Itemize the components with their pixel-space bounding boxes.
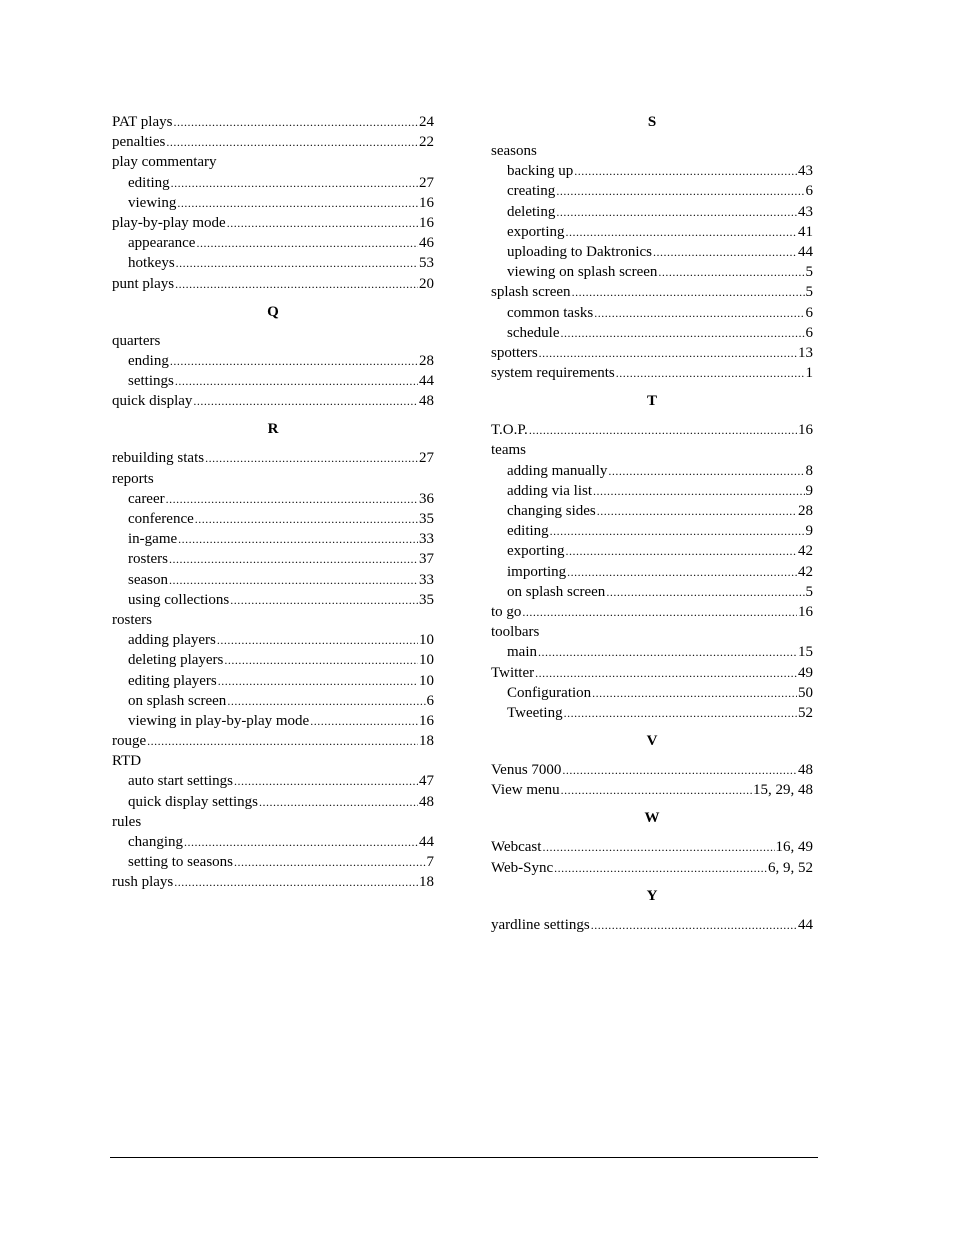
dot-leader xyxy=(217,630,418,650)
index-section-letter: V xyxy=(646,733,658,750)
index-page-numbers: 13 xyxy=(798,344,813,361)
index-entry xyxy=(491,858,813,878)
dot-leader xyxy=(176,253,418,273)
dot-leader xyxy=(608,461,804,481)
index-subentry xyxy=(112,193,434,213)
index-page-numbers: 6 xyxy=(805,324,813,341)
dot-leader xyxy=(616,363,805,383)
index-right-column xyxy=(491,112,813,935)
index-term: rush plays xyxy=(112,874,174,891)
dot-leader xyxy=(227,691,425,711)
index-page-numbers: 53 xyxy=(419,255,434,272)
dot-leader xyxy=(224,650,418,670)
dot-leader xyxy=(259,792,418,812)
index-entry xyxy=(112,448,434,468)
index-section-letter: S xyxy=(647,114,657,130)
index-subentry xyxy=(112,832,434,852)
index-term: system requirements xyxy=(491,365,615,382)
dot-leader xyxy=(169,549,418,569)
index-term: on splash screen xyxy=(507,583,606,600)
index-term: exporting xyxy=(507,223,565,240)
index-subentry xyxy=(112,570,434,590)
index-subentry xyxy=(112,351,434,371)
dot-leader xyxy=(195,509,418,529)
index-page-numbers: 44 xyxy=(798,916,813,933)
index-entry xyxy=(491,663,813,683)
index-section-letter: Q xyxy=(267,303,279,320)
index-page-numbers: 10 xyxy=(419,672,434,689)
index-page-numbers: 42 xyxy=(798,543,813,560)
index-term: importing xyxy=(507,563,567,580)
index-term: deleting xyxy=(507,203,556,220)
index-subentry xyxy=(491,222,813,242)
index-page-numbers: 36 xyxy=(419,490,434,507)
dot-leader xyxy=(554,858,767,878)
index-term: rosters xyxy=(128,551,168,568)
index-page-numbers: 18 xyxy=(419,874,434,891)
index-page-numbers: 9 xyxy=(805,523,813,540)
index-subentry xyxy=(112,630,434,650)
index-page-numbers: 6, 9, 52 xyxy=(768,859,813,876)
index-page-numbers: 27 xyxy=(419,450,434,467)
index-page-numbers: 16 xyxy=(419,194,434,211)
index-entry xyxy=(491,440,813,460)
index-subentry xyxy=(491,582,813,602)
index-page-numbers: 33 xyxy=(419,571,434,588)
index-subentry xyxy=(491,642,813,662)
dot-leader xyxy=(574,161,797,181)
index-term: T.O.P. xyxy=(491,422,528,439)
index-page-numbers: 48 xyxy=(419,393,434,410)
index-page-numbers: 27 xyxy=(419,174,434,191)
index-term: play-by-play mode xyxy=(112,214,226,231)
index-subentry xyxy=(491,562,813,582)
dot-leader xyxy=(174,872,418,892)
index-term: adding manually xyxy=(507,462,608,479)
index-page-numbers: 49 xyxy=(798,664,813,681)
index-subentry xyxy=(112,590,434,610)
index-term: adding players xyxy=(128,632,216,649)
index-entry xyxy=(491,837,813,857)
dot-leader xyxy=(177,193,418,213)
dot-leader xyxy=(606,582,804,602)
index-page-numbers: 52 xyxy=(798,704,813,721)
dot-leader xyxy=(147,731,418,751)
index-term: uploading to Daktronics xyxy=(507,243,652,260)
dot-leader xyxy=(230,590,418,610)
index-subentry xyxy=(112,792,434,812)
index-page-numbers: 28 xyxy=(419,352,434,369)
index-page-numbers: 10 xyxy=(419,632,434,649)
index-page-numbers: 9 xyxy=(805,482,813,499)
index-entry xyxy=(112,391,434,411)
index-entry xyxy=(491,602,813,622)
index-subentry xyxy=(491,242,813,262)
dot-leader xyxy=(166,132,418,152)
dot-leader xyxy=(556,202,797,222)
index-page-numbers: 15 xyxy=(798,644,813,661)
index-term: to go xyxy=(491,603,522,620)
index-term: adding via list xyxy=(507,482,592,499)
index-term: Twitter xyxy=(491,664,535,681)
dot-leader xyxy=(310,711,418,731)
index-page-numbers: 15, 29, 48 xyxy=(753,782,813,799)
index-page-numbers: 7 xyxy=(426,854,434,871)
index-page-numbers: 16 xyxy=(798,422,813,439)
index-subentry xyxy=(491,521,813,541)
index-page-numbers: 41 xyxy=(798,223,813,240)
index-term: backing up xyxy=(507,163,574,180)
dot-leader xyxy=(562,760,797,780)
index-term: Web-Sync xyxy=(491,859,554,876)
index-page-numbers: 47 xyxy=(419,773,434,790)
index-page-numbers: 5 xyxy=(805,583,813,600)
index-page-numbers: 6 xyxy=(805,183,813,200)
index-page-numbers: 10 xyxy=(419,652,434,669)
dot-leader xyxy=(560,323,804,343)
index-term: career xyxy=(128,490,165,507)
index-page-numbers: 43 xyxy=(798,163,813,180)
dot-leader xyxy=(196,233,418,253)
dot-leader xyxy=(184,832,418,852)
index-page-numbers: 48 xyxy=(419,793,434,810)
index-entry xyxy=(112,469,434,489)
index-page-numbers: 5 xyxy=(805,284,813,301)
dot-leader xyxy=(658,262,804,282)
index-term: play commentary xyxy=(112,154,217,171)
dot-leader xyxy=(538,642,797,662)
index-term: rouge xyxy=(112,733,147,750)
index-section-letter: T xyxy=(646,393,657,410)
index-term: exporting xyxy=(507,543,565,560)
dot-leader xyxy=(227,213,418,233)
index-subentry xyxy=(491,181,813,201)
index-subentry xyxy=(112,371,434,391)
index-subentry xyxy=(112,671,434,691)
index-term: season xyxy=(128,571,168,588)
index-section-letter: Y xyxy=(646,887,658,904)
dot-leader xyxy=(572,282,805,302)
index-page-numbers: 16 xyxy=(419,214,434,231)
index-term: Configuration xyxy=(507,684,592,701)
index-term: Tweeting xyxy=(507,704,563,721)
index-entry xyxy=(112,274,434,294)
index-subentry xyxy=(491,541,813,561)
index-page-numbers: 6 xyxy=(805,304,813,321)
index-term: in-game xyxy=(128,531,178,548)
dot-leader xyxy=(178,529,418,549)
dot-leader xyxy=(205,448,418,468)
index-term: rebuilding stats xyxy=(112,450,205,467)
index-term: Venus 7000 xyxy=(491,762,562,779)
index-term: deleting players xyxy=(128,652,224,669)
index-term: settings xyxy=(128,373,174,390)
index-term: main xyxy=(507,644,537,661)
dot-leader xyxy=(539,343,797,363)
index-subentry xyxy=(491,303,813,323)
dot-leader xyxy=(234,771,418,791)
index-term: quarters xyxy=(112,332,161,349)
index-page-numbers: 18 xyxy=(419,733,434,750)
index-entry xyxy=(112,751,434,771)
index-term: View menu xyxy=(491,782,560,799)
dot-leader xyxy=(561,780,752,800)
index-term: penalties xyxy=(112,134,166,151)
index-term: punt plays xyxy=(112,275,175,292)
dot-leader xyxy=(234,852,426,872)
index-subentry xyxy=(112,173,434,193)
index-entry xyxy=(491,282,813,302)
dot-leader xyxy=(556,181,804,201)
index-term: editing xyxy=(128,174,170,191)
index-page-numbers: 8 xyxy=(805,462,813,479)
dot-leader xyxy=(597,501,797,521)
index-section-letter: W xyxy=(644,810,660,827)
index-term: quick display xyxy=(112,393,193,410)
index-entry xyxy=(112,112,434,132)
index-entry xyxy=(491,363,813,383)
index-subentry xyxy=(112,852,434,872)
index-section-letter: R xyxy=(267,421,279,438)
index-term: ending xyxy=(128,352,169,369)
index-term: splash screen xyxy=(491,284,571,301)
index-subentry xyxy=(112,509,434,529)
index-term: common tasks xyxy=(507,304,594,321)
index-page-numbers: 43 xyxy=(798,203,813,220)
dot-leader xyxy=(175,371,418,391)
index-entry xyxy=(112,152,434,172)
index-page-numbers: 46 xyxy=(419,235,434,252)
index-term: on splash screen xyxy=(128,692,227,709)
index-term: seasons xyxy=(491,143,537,159)
index-entry xyxy=(112,132,434,152)
index-page-numbers: 16, 49 xyxy=(775,839,813,856)
index-page-numbers: 35 xyxy=(419,591,434,608)
index-entry xyxy=(491,343,813,363)
dot-leader xyxy=(591,915,797,935)
index-page-numbers: 33 xyxy=(419,531,434,548)
index-page-numbers: 48 xyxy=(798,762,813,779)
index-term: editing players xyxy=(128,672,217,689)
index-entry xyxy=(112,331,434,351)
index-page-numbers: 24 xyxy=(419,114,434,130)
index-entry xyxy=(491,622,813,642)
index-page-numbers: 22 xyxy=(419,134,434,151)
index-left-column xyxy=(112,112,434,893)
index-subentry xyxy=(112,691,434,711)
index-term: appearance xyxy=(128,235,196,252)
index-subentry xyxy=(112,233,434,253)
dot-leader xyxy=(193,391,418,411)
dot-leader xyxy=(170,351,418,371)
index-term: reports xyxy=(112,470,154,487)
index-term: creating xyxy=(507,183,556,200)
dot-leader xyxy=(173,112,418,132)
index-page-numbers: 44 xyxy=(419,373,434,390)
dot-leader xyxy=(529,420,797,440)
index-subentry xyxy=(491,461,813,481)
dot-leader xyxy=(564,703,797,723)
index-term: setting to seasons xyxy=(128,854,233,871)
index-term: PAT plays xyxy=(112,114,173,130)
dot-leader xyxy=(550,521,805,541)
index-subentry xyxy=(491,501,813,521)
index-term: using collections xyxy=(128,591,230,608)
index-term: viewing on splash screen xyxy=(507,264,658,281)
dot-leader xyxy=(566,541,798,561)
index-entry xyxy=(112,610,434,630)
index-subentry xyxy=(112,711,434,731)
dot-leader xyxy=(542,837,774,857)
index-subentry xyxy=(112,549,434,569)
dot-leader xyxy=(169,570,418,590)
dot-leader xyxy=(594,303,804,323)
dot-leader xyxy=(218,671,418,691)
index-term: quick display settings xyxy=(128,793,258,810)
dot-leader xyxy=(593,481,805,501)
index-term: auto start settings xyxy=(128,773,233,790)
index-term: changing xyxy=(128,834,183,850)
dot-leader xyxy=(567,562,797,582)
index-subentry xyxy=(491,262,813,282)
index-term: toolbars xyxy=(491,624,540,641)
index-term: spotters xyxy=(491,344,538,361)
index-term: RTD xyxy=(112,753,142,770)
index-page-numbers: 42 xyxy=(798,563,813,580)
index-subentry xyxy=(112,529,434,549)
dot-leader xyxy=(653,242,797,262)
index-subentry xyxy=(491,202,813,222)
index-term: hotkeys xyxy=(128,255,175,272)
index-page-numbers: 44 xyxy=(419,834,434,850)
index-entry xyxy=(112,731,434,751)
dot-leader xyxy=(522,602,797,622)
index-term: yardline settings xyxy=(491,916,590,933)
index-page-numbers: 28 xyxy=(798,503,813,519)
index-entry xyxy=(112,812,434,832)
index-entry xyxy=(491,420,813,440)
index-page-numbers: 37 xyxy=(419,551,434,568)
index-term: changing sides xyxy=(507,503,596,519)
index-term: teams xyxy=(491,442,526,459)
index-page-numbers: 50 xyxy=(798,684,813,701)
index-page-numbers: 5 xyxy=(805,264,813,281)
dot-leader xyxy=(175,274,418,294)
footer-rule xyxy=(110,1157,818,1158)
index-entry xyxy=(491,915,813,935)
dot-leader xyxy=(166,489,418,509)
index-term: viewing xyxy=(128,194,177,211)
index-subentry xyxy=(491,161,813,181)
index-page-numbers: 16 xyxy=(419,712,434,729)
index-subentry xyxy=(491,703,813,723)
index-term: Webcast xyxy=(491,839,542,856)
index-page-numbers: 35 xyxy=(419,511,434,527)
index-page-numbers: 44 xyxy=(798,243,813,260)
index-subentry xyxy=(112,489,434,509)
index-subentry xyxy=(112,771,434,791)
index-subentry xyxy=(491,323,813,343)
index-term: editing xyxy=(507,523,549,540)
index-term: rules xyxy=(112,813,142,830)
index-subentry xyxy=(112,253,434,273)
dot-leader xyxy=(171,173,418,193)
index-entry xyxy=(491,141,813,161)
dot-leader xyxy=(535,663,797,683)
index-term: rosters xyxy=(112,611,152,628)
index-entry xyxy=(112,872,434,892)
index-subentry xyxy=(112,650,434,670)
index-entry xyxy=(491,760,813,780)
index-page-numbers: 16 xyxy=(798,603,813,620)
index-term: schedule xyxy=(507,324,560,341)
index-subentry xyxy=(491,481,813,501)
index-entry xyxy=(112,213,434,233)
index-page-numbers: 1 xyxy=(805,365,813,382)
index-page-numbers: 6 xyxy=(426,692,434,709)
index-term: viewing in play-by-play mode xyxy=(128,712,310,729)
index-term: conference xyxy=(128,511,194,527)
dot-leader xyxy=(592,683,797,703)
index-entry xyxy=(491,780,813,800)
index-page-numbers: 20 xyxy=(419,275,434,292)
dot-leader xyxy=(566,222,798,242)
index-subentry xyxy=(491,683,813,703)
